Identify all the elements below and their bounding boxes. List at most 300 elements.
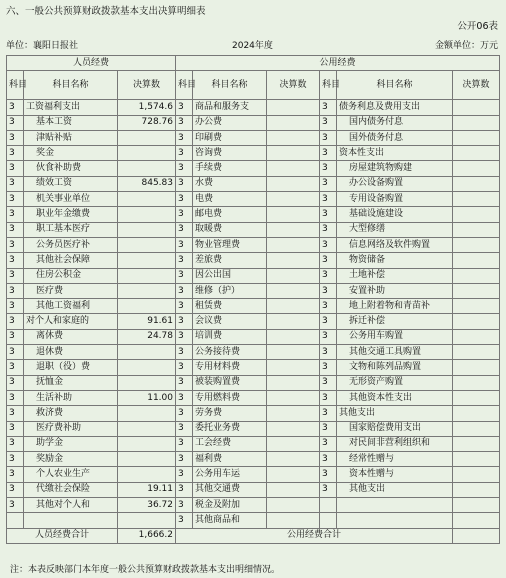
public-code-cell: 3: [176, 360, 193, 375]
other-amount-cell: [453, 421, 500, 436]
public-name-cell: 福利费: [193, 452, 267, 467]
personnel-amount-cell: [118, 375, 176, 390]
other-amount-cell: [453, 176, 500, 191]
table-row: [7, 421, 500, 436]
table-row: [7, 452, 500, 467]
personnel-code-cell: 3: [7, 192, 24, 207]
public-name-cell: 印刷费: [193, 130, 267, 145]
public-code-cell: 3: [176, 498, 193, 513]
personnel-code-cell: 3: [7, 161, 24, 176]
public-amount-cell: [267, 161, 320, 176]
public-name-cell: 手续费: [193, 161, 267, 176]
table-row: [7, 314, 500, 329]
personnel-code-cell: 3: [7, 130, 24, 145]
other-amount-cell: [453, 467, 500, 482]
other-amount-cell: [453, 299, 500, 314]
other-code-cell: 3: [320, 176, 337, 191]
public-name-cell: 取暖费: [193, 222, 267, 237]
public-code-cell: 3: [176, 237, 193, 252]
personnel-code-cell: 3: [7, 360, 24, 375]
personnel-amount-cell: [118, 268, 176, 283]
personnel-name-cell: 代缴社会保险: [24, 482, 118, 497]
other-name-cell: 其他交通工具购置: [337, 345, 453, 360]
personnel-name-cell: [24, 513, 118, 528]
table-row: [7, 513, 500, 528]
personnel-name-cell: 伙食补助费: [24, 161, 118, 176]
public-name-cell: 水费: [193, 176, 267, 191]
public-name-cell: 公务用车运: [193, 467, 267, 482]
table-note: 注：本表反映部门本年度一般公共预算财政拨款基本支出明细情况。: [10, 565, 281, 575]
footer-row: [7, 528, 500, 543]
public-name-cell: 邮电费: [193, 207, 267, 222]
other-amount-cell: [453, 345, 500, 360]
public-code-cell: 3: [176, 207, 193, 222]
other-amount-cell: [453, 268, 500, 283]
public-name-cell: 物业管理费: [193, 237, 267, 252]
personnel-code-cell: 3: [7, 406, 24, 421]
personnel-code-cell: 3: [7, 390, 24, 405]
other-name-cell: [337, 498, 453, 513]
public-name-cell: 其他商品和: [193, 513, 267, 528]
col-amount-header: 决算数: [118, 71, 176, 100]
personnel-code-cell: 3: [7, 498, 24, 513]
personnel-code-cell: 3: [7, 146, 24, 161]
public-name-cell: 工会经费: [193, 436, 267, 451]
other-name-cell: 其他支出: [337, 482, 453, 497]
other-code-cell: 3: [320, 421, 337, 436]
other-name-cell: 拆迁补偿: [337, 314, 453, 329]
other-code-cell: 3: [320, 283, 337, 298]
public-amount-cell: [267, 345, 320, 360]
other-code-cell: 3: [320, 467, 337, 482]
table-row: [7, 100, 500, 115]
other-name-cell: 房屋建筑物购建: [337, 161, 453, 176]
personnel-amount-cell: [118, 513, 176, 528]
public-amount-cell: [267, 253, 320, 268]
personnel-name-cell: 对个人和家庭的: [24, 314, 118, 329]
personnel-amount-cell: [118, 192, 176, 207]
personnel-name-cell: 退休费: [24, 345, 118, 360]
personnel-amount-cell: [118, 436, 176, 451]
table-row: [7, 268, 500, 283]
other-name-cell: 债务利息及费用支出: [337, 100, 453, 115]
public-amount-cell: [267, 314, 320, 329]
other-code-cell: 3: [320, 390, 337, 405]
other-code-cell: 3: [320, 436, 337, 451]
personnel-amount-cell: [118, 452, 176, 467]
public-name-cell: 培训费: [193, 329, 267, 344]
other-amount-cell: [453, 161, 500, 176]
personnel-amount-cell: [118, 146, 176, 161]
public-amount-cell: [267, 375, 320, 390]
public-name-cell: 电费: [193, 192, 267, 207]
public-code-cell: 3: [176, 192, 193, 207]
personnel-name-cell: 离休费: [24, 329, 118, 344]
other-amount-cell: [453, 222, 500, 237]
other-name-cell: 其他支出: [337, 406, 453, 421]
personnel-code-cell: 3: [7, 207, 24, 222]
other-code-cell: 3: [320, 161, 337, 176]
other-code-cell: 3: [320, 406, 337, 421]
public-code-cell: 3: [176, 467, 193, 482]
other-name-cell: 专用设备购置: [337, 192, 453, 207]
public-code-cell: 3: [176, 146, 193, 161]
public-name-cell: 差旅费: [193, 253, 267, 268]
public-amount-cell: [267, 421, 320, 436]
public-code-cell: 3: [176, 375, 193, 390]
public-amount-cell: [267, 130, 320, 145]
personnel-code-cell: 3: [7, 482, 24, 497]
other-name-cell: 地上附着物和青苗补: [337, 299, 453, 314]
other-amount-cell: [453, 498, 500, 513]
public-name-cell: 委托业务费: [193, 421, 267, 436]
personnel-amount-cell: [118, 406, 176, 421]
table-row: [7, 390, 500, 405]
table-row: [7, 115, 500, 130]
other-name-cell: 其他资本性支出: [337, 390, 453, 405]
col-code-header: 科目: [7, 71, 24, 100]
table-row: [7, 207, 500, 222]
personnel-amount-cell: 91.61: [118, 314, 176, 329]
other-code-cell: 3: [320, 375, 337, 390]
personnel-code-cell: 3: [7, 176, 24, 191]
personnel-code-cell: 3: [7, 283, 24, 298]
public-amount-cell: [267, 452, 320, 467]
personnel-code-cell: [7, 513, 24, 528]
other-amount-cell: [453, 146, 500, 161]
personnel-amount-cell: 24.78: [118, 329, 176, 344]
personnel-name-cell: 住房公积金: [24, 268, 118, 283]
public-code-cell: 3: [176, 115, 193, 130]
other-amount-cell: [453, 452, 500, 467]
public-amount-cell: [267, 176, 320, 191]
other-code-cell: 3: [320, 130, 337, 145]
other-name-cell: 国内债务付息: [337, 115, 453, 130]
personnel-amount-cell: [118, 222, 176, 237]
other-amount-cell: [453, 360, 500, 375]
other-code-cell: 3: [320, 360, 337, 375]
public-name-cell: 咨询费: [193, 146, 267, 161]
public-amount-cell: [267, 268, 320, 283]
personnel-code-cell: 3: [7, 467, 24, 482]
personnel-name-cell: 绩效工资: [24, 176, 118, 191]
table-row: [7, 146, 500, 161]
public-amount-cell: [267, 146, 320, 161]
table-row: [7, 375, 500, 390]
personnel-name-cell: 医疗费: [24, 283, 118, 298]
public-amount-cell: [267, 299, 320, 314]
other-code-cell: [320, 498, 337, 513]
public-amount-cell: [267, 192, 320, 207]
other-code-cell: 3: [320, 253, 337, 268]
personnel-amount-cell: [118, 207, 176, 222]
public-code-cell: 3: [176, 513, 193, 528]
col-name-header: 科目名称: [24, 71, 118, 100]
personnel-name-cell: 生活补助: [24, 390, 118, 405]
personnel-name-cell: 救济费: [24, 406, 118, 421]
personnel-name-cell: 奖励金: [24, 452, 118, 467]
personnel-code-cell: 3: [7, 329, 24, 344]
personnel-amount-cell: [118, 299, 176, 314]
personnel-amount-cell: 11.00: [118, 390, 176, 405]
personnel-code-cell: 3: [7, 421, 24, 436]
public-code-cell: 3: [176, 253, 193, 268]
public-name-cell: 维修（护）: [193, 283, 267, 298]
public-amount-cell: [267, 498, 320, 513]
other-name-cell: 国外债务付息: [337, 130, 453, 145]
other-amount-cell: [453, 329, 500, 344]
other-name-cell: 信息网络及软件购置: [337, 237, 453, 252]
public-code-cell: 3: [176, 436, 193, 451]
table-row: [7, 467, 500, 482]
public-code-cell: 3: [176, 130, 193, 145]
public-code-cell: 3: [176, 329, 193, 344]
year-label: 2024年度: [232, 41, 273, 51]
public-header: 公用经费: [176, 56, 500, 71]
public-total-value: [453, 528, 500, 543]
other-name-cell: 办公设备购置: [337, 176, 453, 191]
personnel-amount-cell: [118, 360, 176, 375]
public-code-cell: 3: [176, 452, 193, 467]
other-name-cell: 资本性赠与: [337, 467, 453, 482]
public-code-cell: 3: [176, 161, 193, 176]
personnel-name-cell: 抚恤金: [24, 375, 118, 390]
personnel-amount-cell: 845.83: [118, 176, 176, 191]
other-name-cell: 无形资产购置: [337, 375, 453, 390]
public-name-cell: 劳务费: [193, 406, 267, 421]
public-name-cell: 因公出国: [193, 268, 267, 283]
other-amount-cell: [453, 207, 500, 222]
personnel-code-cell: 3: [7, 314, 24, 329]
other-name-cell: 文物和陈列品购置: [337, 360, 453, 375]
other-name-cell: 公务用车购置: [337, 329, 453, 344]
public-code-cell: 3: [176, 314, 193, 329]
public-code-cell: 3: [176, 176, 193, 191]
personnel-name-cell: 机关事业单位: [24, 192, 118, 207]
public-code-cell: 3: [176, 406, 193, 421]
public-code-cell: 3: [176, 421, 193, 436]
table-row: [7, 253, 500, 268]
other-code-cell: 3: [320, 345, 337, 360]
public-code-cell: 3: [176, 222, 193, 237]
other-name-cell: 大型修缮: [337, 222, 453, 237]
other-amount-cell: [453, 482, 500, 497]
table-row: [7, 283, 500, 298]
public-amount-cell: [267, 207, 320, 222]
other-amount-cell: [453, 130, 500, 145]
personnel-total-value: 1,666.2: [118, 528, 176, 543]
personnel-amount-cell: [118, 130, 176, 145]
public-name-cell: 租赁费: [193, 299, 267, 314]
table-row: [7, 130, 500, 145]
other-code-cell: 3: [320, 452, 337, 467]
other-name-cell: 资本性支出: [337, 146, 453, 161]
table-row: [7, 176, 500, 191]
public-amount-cell: [267, 329, 320, 344]
other-code-cell: 3: [320, 192, 337, 207]
other-code-cell: 3: [320, 237, 337, 252]
table-row: [7, 329, 500, 344]
personnel-code-cell: 3: [7, 115, 24, 130]
other-name-cell: 土地补偿: [337, 268, 453, 283]
personnel-code-cell: 3: [7, 100, 24, 115]
public-amount-cell: [267, 115, 320, 130]
table-row: [7, 237, 500, 252]
public-name-cell: 商品和服务支: [193, 100, 267, 115]
personnel-amount-cell: 728.76: [118, 115, 176, 130]
personnel-name-cell: 其他工资福利: [24, 299, 118, 314]
other-amount-cell: [453, 406, 500, 421]
other-code-cell: 3: [320, 329, 337, 344]
other-code-cell: 3: [320, 482, 337, 497]
other-code-cell: [320, 513, 337, 528]
other-name-cell: 经常性赠与: [337, 452, 453, 467]
public-code-cell: 3: [176, 100, 193, 115]
other-name-cell: 对民间非营利组织和: [337, 436, 453, 451]
personnel-name-cell: 退职（役）费: [24, 360, 118, 375]
personnel-code-cell: 3: [7, 268, 24, 283]
public-code-cell: 3: [176, 390, 193, 405]
personnel-name-cell: 医疗费补助: [24, 421, 118, 436]
other-name-cell: [337, 513, 453, 528]
public-amount-cell: [267, 360, 320, 375]
other-amount-cell: [453, 253, 500, 268]
other-amount-cell: [453, 192, 500, 207]
personnel-name-cell: 助学金: [24, 436, 118, 451]
personnel-code-cell: 3: [7, 299, 24, 314]
other-amount-cell: [453, 100, 500, 115]
public-name-cell: 被装购置费: [193, 375, 267, 390]
personnel-name-cell: 奖金: [24, 146, 118, 161]
personnel-code-cell: 3: [7, 345, 24, 360]
col-name-header: 科目名称: [337, 71, 453, 100]
personnel-name-cell: 津贴补贴: [24, 130, 118, 145]
personnel-amount-cell: [118, 421, 176, 436]
public-total-label: 公用经费合计: [176, 528, 453, 543]
personnel-amount-cell: [118, 283, 176, 298]
public-code-cell: 3: [176, 268, 193, 283]
public-name-cell: 其他交通费: [193, 482, 267, 497]
personnel-name-cell: 其他对个人和: [24, 498, 118, 513]
personnel-name-cell: 其他社会保障: [24, 253, 118, 268]
other-amount-cell: [453, 115, 500, 130]
personnel-name-cell: 基本工资: [24, 115, 118, 130]
money-unit-label: 金额单位：万元: [434, 41, 498, 51]
public-name-cell: 办公费: [193, 115, 267, 130]
public-name-cell: 公务接待费: [193, 345, 267, 360]
public-amount-cell: [267, 406, 320, 421]
public-amount-cell: [267, 482, 320, 497]
other-code-cell: 3: [320, 268, 337, 283]
other-name-cell: 物资储备: [337, 253, 453, 268]
other-amount-cell: [453, 314, 500, 329]
personnel-amount-cell: [118, 467, 176, 482]
table-row: [7, 299, 500, 314]
col-code-header: 科目: [176, 71, 193, 100]
other-amount-cell: [453, 390, 500, 405]
unit-bar: [6, 38, 498, 52]
personnel-amount-cell: [118, 345, 176, 360]
header-row-columns: [7, 71, 500, 100]
personnel-amount-cell: [118, 161, 176, 176]
public-form-number: 公开06表: [457, 21, 498, 32]
personnel-name-cell: 工资福利支出: [24, 100, 118, 115]
table-row: [7, 360, 500, 375]
public-amount-cell: [267, 390, 320, 405]
other-amount-cell: [453, 513, 500, 528]
personnel-code-cell: 3: [7, 375, 24, 390]
table-row: [7, 345, 500, 360]
public-amount-cell: [267, 467, 320, 482]
personnel-code-cell: 3: [7, 237, 24, 252]
col-amount-header: 决算数: [453, 71, 500, 100]
personnel-amount-cell: 1,574.6: [118, 100, 176, 115]
table-row: [7, 192, 500, 207]
other-amount-cell: [453, 283, 500, 298]
other-code-cell: 3: [320, 314, 337, 329]
header-row-groups: [7, 56, 500, 71]
other-code-cell: 3: [320, 222, 337, 237]
personnel-amount-cell: 19.11: [118, 482, 176, 497]
other-code-cell: 3: [320, 299, 337, 314]
other-code-cell: 3: [320, 207, 337, 222]
public-amount-cell: [267, 436, 320, 451]
public-code-cell: 3: [176, 283, 193, 298]
public-code-cell: 3: [176, 299, 193, 314]
personnel-amount-cell: 36.72: [118, 498, 176, 513]
other-amount-cell: [453, 375, 500, 390]
personnel-code-cell: 3: [7, 253, 24, 268]
other-amount-cell: [453, 237, 500, 252]
public-amount-cell: [267, 100, 320, 115]
unit-label: 单位：襄阳日报社: [6, 41, 79, 51]
personnel-header: 人员经费: [7, 56, 176, 71]
table-title: 六、一般公共预算财政拨款基本支出决算明细表: [6, 6, 206, 17]
personnel-code-cell: 3: [7, 436, 24, 451]
expenditure-table: [6, 55, 500, 544]
personnel-code-cell: 3: [7, 452, 24, 467]
col-name-header: 科目名称: [193, 71, 267, 100]
public-name-cell: 专用燃料费: [193, 390, 267, 405]
col-amount-header: 决算数: [267, 71, 320, 100]
public-name-cell: 专用材料费: [193, 360, 267, 375]
table-row: [7, 436, 500, 451]
personnel-code-cell: 3: [7, 222, 24, 237]
table-row: [7, 161, 500, 176]
public-name-cell: 会议费: [193, 314, 267, 329]
public-name-cell: 税金及附加: [193, 498, 267, 513]
table-row: [7, 406, 500, 421]
other-name-cell: 国家赔偿费用支出: [337, 421, 453, 436]
personnel-name-cell: 职工基本医疗: [24, 222, 118, 237]
other-name-cell: 安置补助: [337, 283, 453, 298]
other-code-cell: 3: [320, 115, 337, 130]
public-amount-cell: [267, 513, 320, 528]
personnel-name-cell: 个人农业生产: [24, 467, 118, 482]
other-amount-cell: [453, 436, 500, 451]
other-code-cell: 3: [320, 100, 337, 115]
personnel-name-cell: 公务员医疗补: [24, 237, 118, 252]
public-amount-cell: [267, 237, 320, 252]
col-code-header: 科目: [320, 71, 337, 100]
other-name-cell: 基础设施建设: [337, 207, 453, 222]
personnel-amount-cell: [118, 253, 176, 268]
table-row: [7, 498, 500, 513]
public-amount-cell: [267, 283, 320, 298]
personnel-total-label: 人员经费合计: [7, 528, 118, 543]
personnel-name-cell: 职业年金缴费: [24, 207, 118, 222]
other-code-cell: 3: [320, 146, 337, 161]
